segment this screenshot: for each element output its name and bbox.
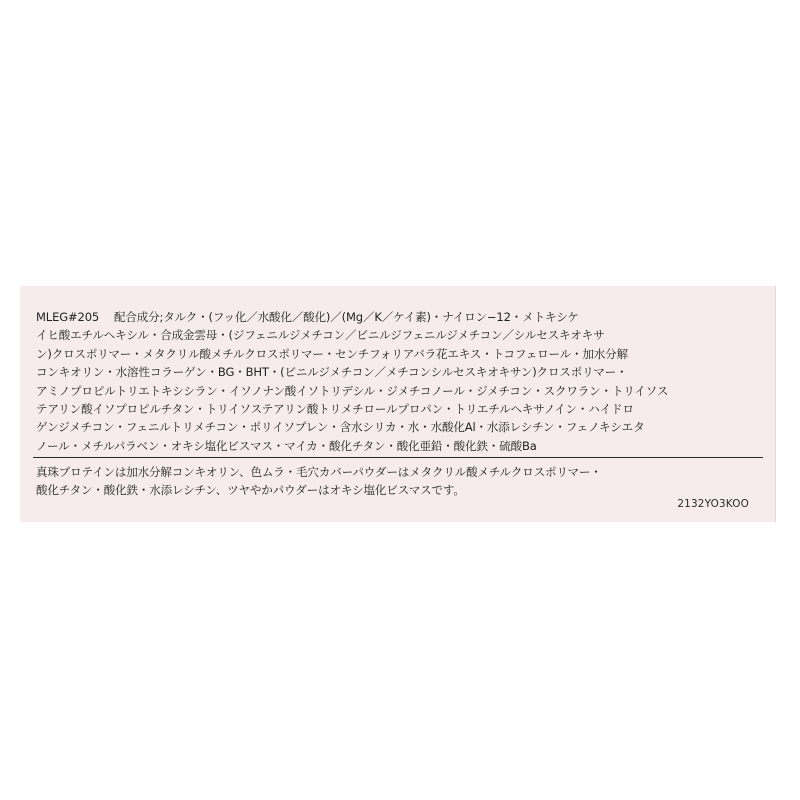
section-divider [33, 457, 763, 458]
note-line: 真珠プロテインは加水分解コンキオリン、色ムラ・毛穴カバーパウダーはメタクリル酸メチルクロスポリマー・ [36, 465, 602, 479]
ingredient-line: ゲンジメチコン・フェニルトリメチコン・ポリイソプレン・含水シリカ・水・水酸化Al・水添レシチン・フェノキシエタ [36, 420, 645, 435]
ingredient-line: ノール・メチルパラベン・オキシ塩化ビスマス・マイカ・酸化チタン・酸化亜鉛・酸化鉄・硫酸Ba [36, 438, 537, 453]
ingredient-line: イヒ酸エチルヘキシル・合成金雲母・(ジフェニルジメチコン／ビニルジフェニルジメチコン／シルセスキオキサ [36, 328, 605, 343]
ingredient-list [36, 308, 770, 455]
lot-code: 2132YO3KOO [677, 498, 749, 510]
ingredient-line: アミノプロピルトリエトキシシラン・イソノナン酸イソトリデシル・ジメチコノール・ジメチコン・スクワラン・トリイソス [36, 383, 669, 398]
ingredient-line: MLEG#205 配合成分;タルク・(フッ化／水酸化／酸化)／(Mg／K／ケイ素)・ナイロン−12・メトキシケ [36, 310, 579, 324]
ingredient-line: コンキオリン・水溶性コラーゲン・BG・BHT・(ビニルジメチコン／メチコンシルセスキオキサン)クロスポリマー・ [36, 365, 628, 380]
ingredient-line: ン)クロスポリマー・メタクリル酸メチルクロスポリマー・センチフォリアバラ花エキス・トコフェロール・加水分解 [36, 346, 628, 361]
ingredient-label-card [20, 286, 776, 522]
note-line: 酸化チタン・酸化鉄・水添レシチン、ツヤやかパウダーはオキシ塩化ビスマスです。 [36, 483, 465, 498]
ingredient-note [36, 463, 770, 500]
ingredient-line: テアリン酸イソプロピルチタン・トリイソステアリン酸トリメチロールプロパン・トリエチルヘキサノイン・ハイドロ [36, 402, 634, 417]
